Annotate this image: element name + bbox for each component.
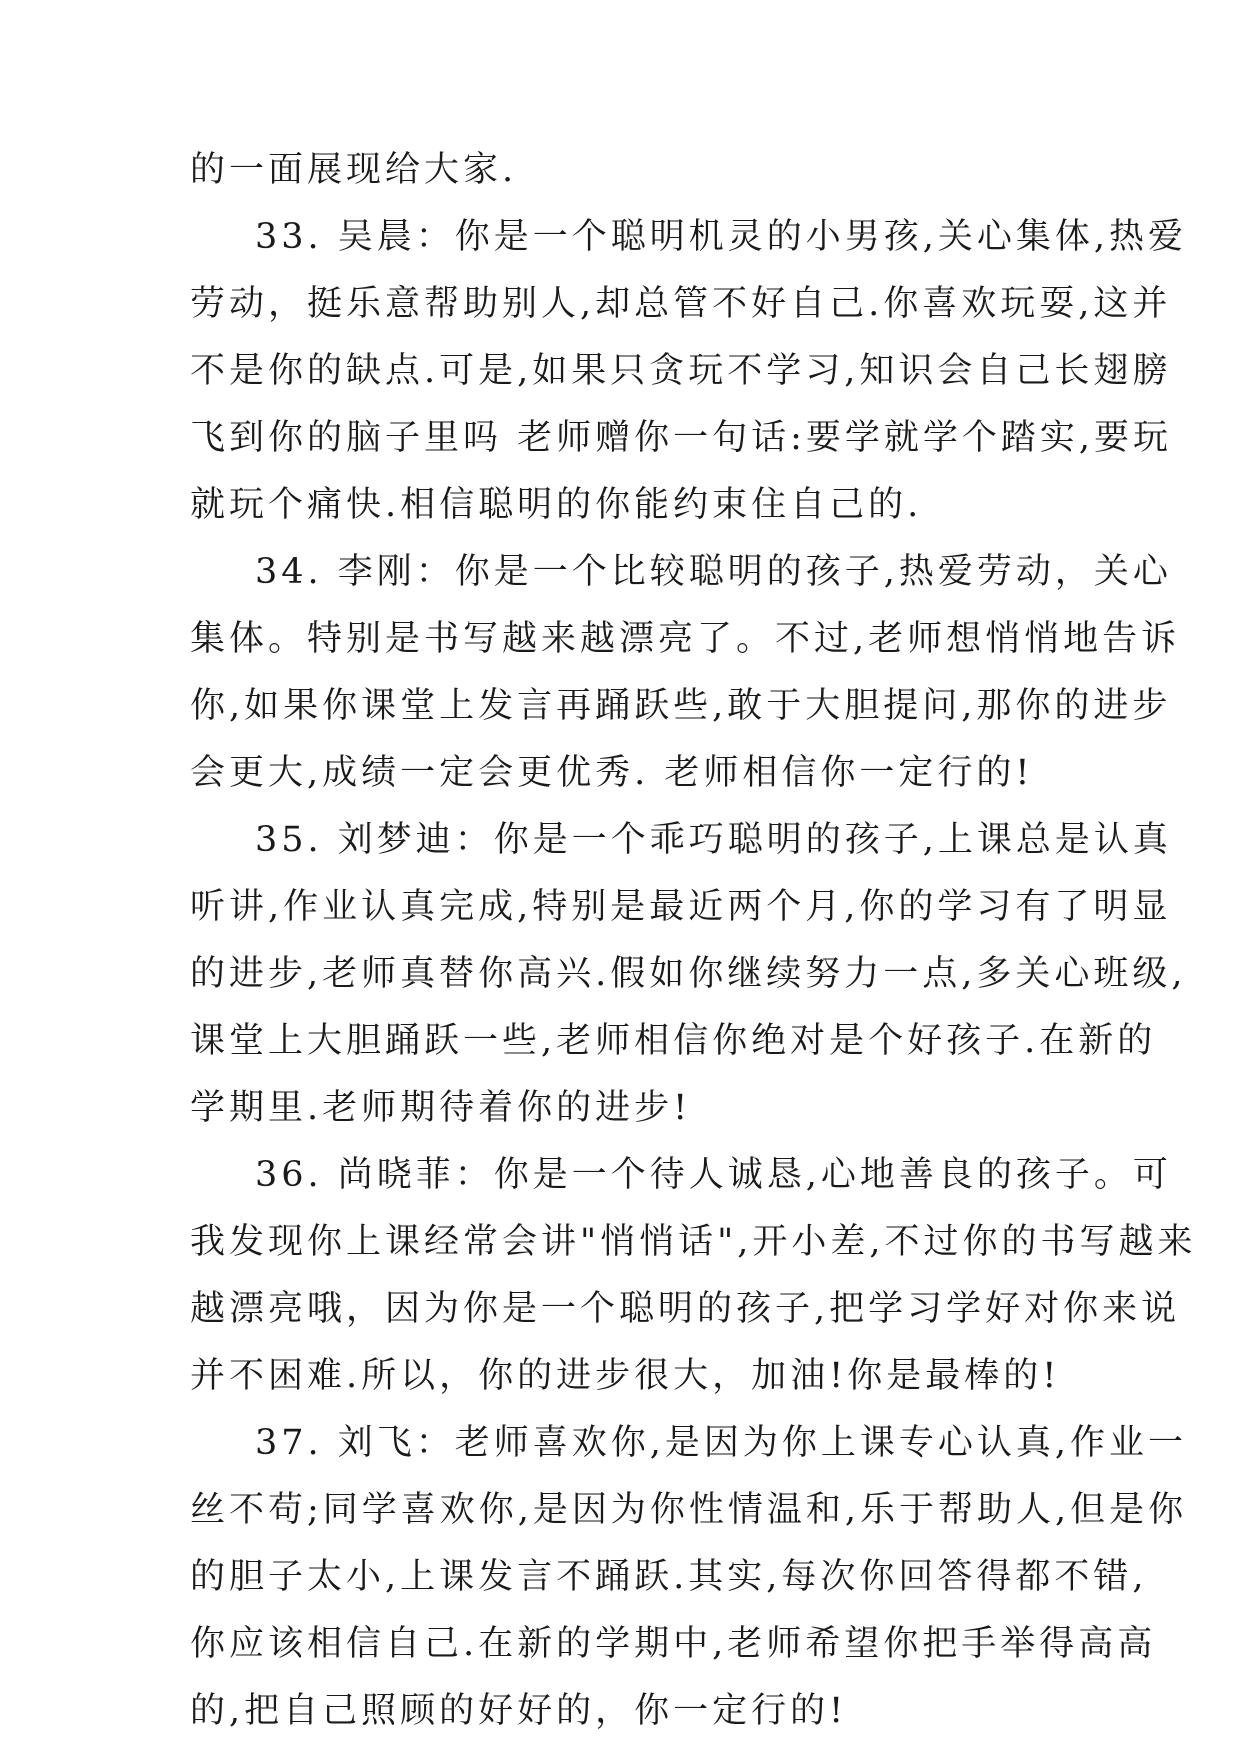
text-line: 丝不苟;同学喜欢你,是因为你性情温和,乐于帮助人,但是你 (190, 1490, 1188, 1530)
text-line: 你,如果你课堂上发言再踊跃些,敢于大胆提问,那你的进步 (190, 686, 1172, 726)
text-line: 会更大,成绩一定会更优秀. 老师相信你一定行的! (190, 753, 1034, 793)
text-line: 飞到你的脑子里吗 老师赠你一句话:要学就学个踏实,要玩 (190, 418, 1173, 458)
text-line: 集体。特别是书写越来越漂亮了。不过,老师想悄悄地告诉 (190, 619, 1181, 659)
paragraph-first-line: 35. 刘梦迪：你是一个乖巧聪明的孩子,上课总是认真 (255, 820, 1172, 860)
text-line: 的一面展现给大家. (190, 150, 518, 190)
text-line: 劳动，挺乐意帮助别人,却总管不好自己.你喜欢玩耍,这并 (190, 284, 1172, 324)
text-line: 并不困难.所以，你的进步很大，加油!你是最棒的! (190, 1356, 1061, 1396)
text-line: 不是你的缺点.可是,如果只贪玩不学习,知识会自己长翅膀 (190, 351, 1172, 391)
paragraph-first-line: 34. 李刚：你是一个比较聪明的孩子,热爱劳动，关心 (255, 552, 1172, 592)
text-line: 听讲,作业认真完成,特别是最近两个月,你的学习有了明显 (190, 887, 1172, 927)
text-line: 我发现你上课经常会讲"悄悄话",开小差,不过你的书写越来 (190, 1222, 1197, 1262)
text-line: 学期里.老师期待着你的进步! (190, 1088, 692, 1128)
text-line: 的胆子太小,上课发言不踊跃.其实,每次你回答得都不错, (190, 1557, 1148, 1597)
paragraph-first-line: 33. 吴晨：你是一个聪明机灵的小男孩,关心集体,热爱 (255, 217, 1188, 257)
text-line: 的进步,老师真替你高兴.假如你继续努力一点,多关心班级, (190, 954, 1187, 994)
paragraph-first-line: 36. 尚晓菲：你是一个待人诚恳,心地善良的孩子。可 (255, 1155, 1172, 1195)
text-line: 就玩个痛快.相信聪明的你能约束住自己的. (190, 485, 923, 525)
text-line: 课堂上大胆踊跃一些,老师相信你绝对是个好孩子.在新的 (190, 1021, 1157, 1061)
text-line: 你应该相信自己.在新的学期中,老师希望你把手举得高高 (190, 1624, 1157, 1664)
text-line: 的,把自己照顾的好好的，你一定行的! (190, 1691, 848, 1731)
paragraph-first-line: 37. 刘飞：老师喜欢你,是因为你上课专心认真,作业一 (255, 1423, 1188, 1463)
text-line: 越漂亮哦，因为你是一个聪明的孩子,把学习学好对你来说 (190, 1289, 1181, 1329)
